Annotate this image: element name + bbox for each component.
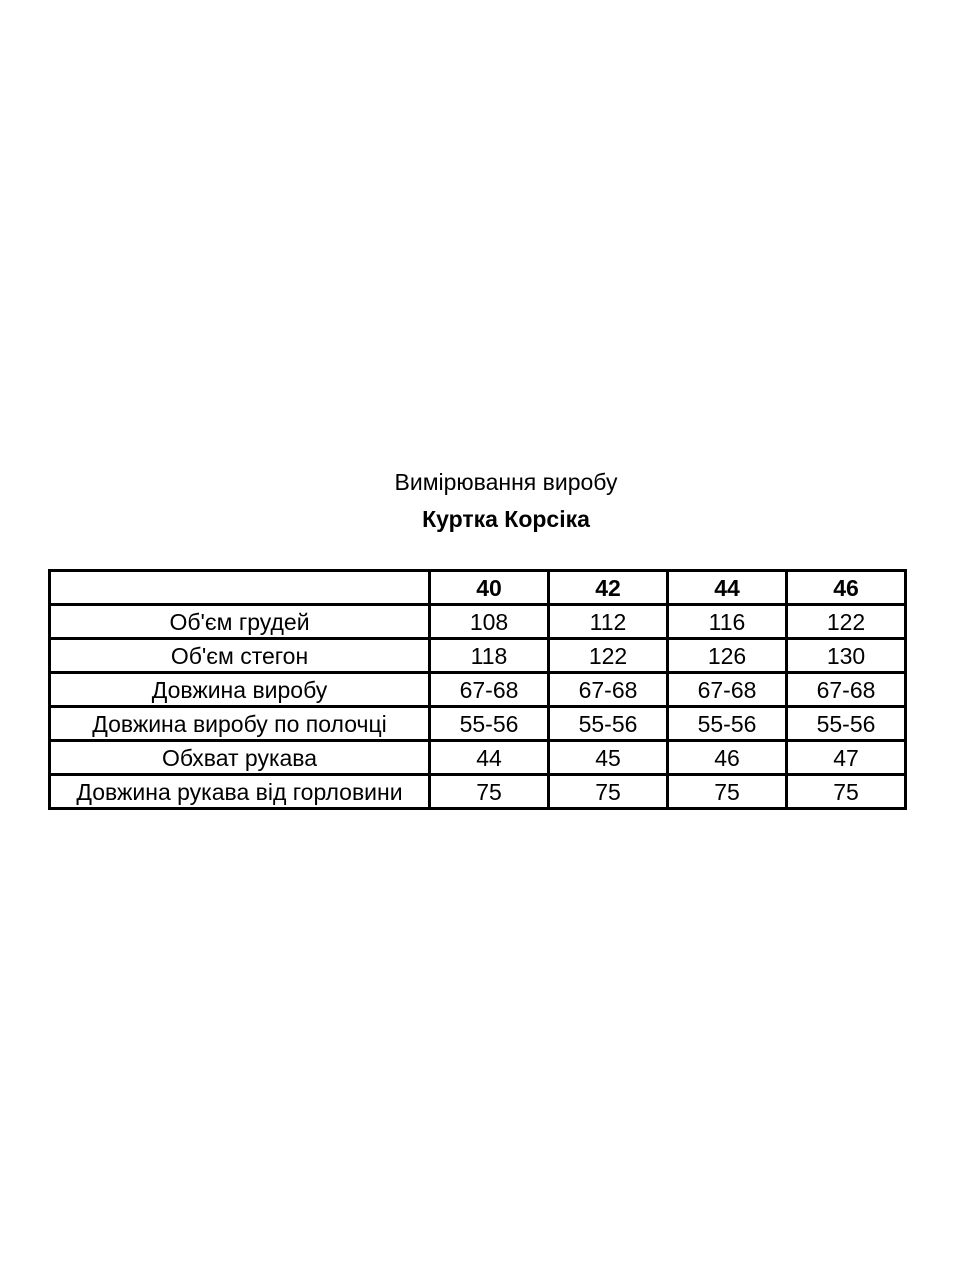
value-cell: 75 xyxy=(787,775,906,809)
measurement-label-cell: Довжина виробу xyxy=(50,673,430,707)
header-corner-cell xyxy=(50,571,430,605)
table-row xyxy=(50,707,906,741)
measurement-label-cell: Об'єм стегон xyxy=(50,639,430,673)
value-cell: 108 xyxy=(430,605,549,639)
table-row xyxy=(50,775,906,809)
value-cell: 116 xyxy=(668,605,787,639)
table-row xyxy=(50,741,906,775)
size-header-cell: 46 xyxy=(787,571,906,605)
value-cell: 122 xyxy=(787,605,906,639)
value-cell: 46 xyxy=(668,741,787,775)
value-cell: 75 xyxy=(549,775,668,809)
size-header-cell: 44 xyxy=(668,571,787,605)
table-row xyxy=(50,605,906,639)
size-chart-table xyxy=(48,569,907,810)
value-cell: 55-56 xyxy=(430,707,549,741)
value-cell: 118 xyxy=(430,639,549,673)
value-cell: 67-68 xyxy=(549,673,668,707)
document-subtitle: Вимірювання виробу xyxy=(394,469,618,495)
value-cell: 130 xyxy=(787,639,906,673)
value-cell: 112 xyxy=(549,605,668,639)
measurement-label-cell: Довжина рукава від горловини xyxy=(50,775,430,809)
value-cell: 67-68 xyxy=(668,673,787,707)
value-cell: 55-56 xyxy=(787,707,906,741)
value-cell: 44 xyxy=(430,741,549,775)
value-cell: 122 xyxy=(549,639,668,673)
measurement-label-cell: Обхват рукава xyxy=(50,741,430,775)
value-cell: 55-56 xyxy=(549,707,668,741)
value-cell: 67-68 xyxy=(787,673,906,707)
size-header-cell: 40 xyxy=(430,571,549,605)
measurement-label-cell: Довжина виробу по полочці xyxy=(50,707,430,741)
size-header-cell: 42 xyxy=(549,571,668,605)
value-cell: 47 xyxy=(787,741,906,775)
value-cell: 75 xyxy=(430,775,549,809)
document-title: Куртка Корсіка xyxy=(422,506,590,532)
table-row xyxy=(50,639,906,673)
table-header-row xyxy=(50,571,906,605)
value-cell: 55-56 xyxy=(668,707,787,741)
value-cell: 75 xyxy=(668,775,787,809)
measurement-label-cell: Об'єм грудей xyxy=(50,605,430,639)
value-cell: 126 xyxy=(668,639,787,673)
table-row xyxy=(50,673,906,707)
value-cell: 45 xyxy=(549,741,668,775)
value-cell: 67-68 xyxy=(430,673,549,707)
